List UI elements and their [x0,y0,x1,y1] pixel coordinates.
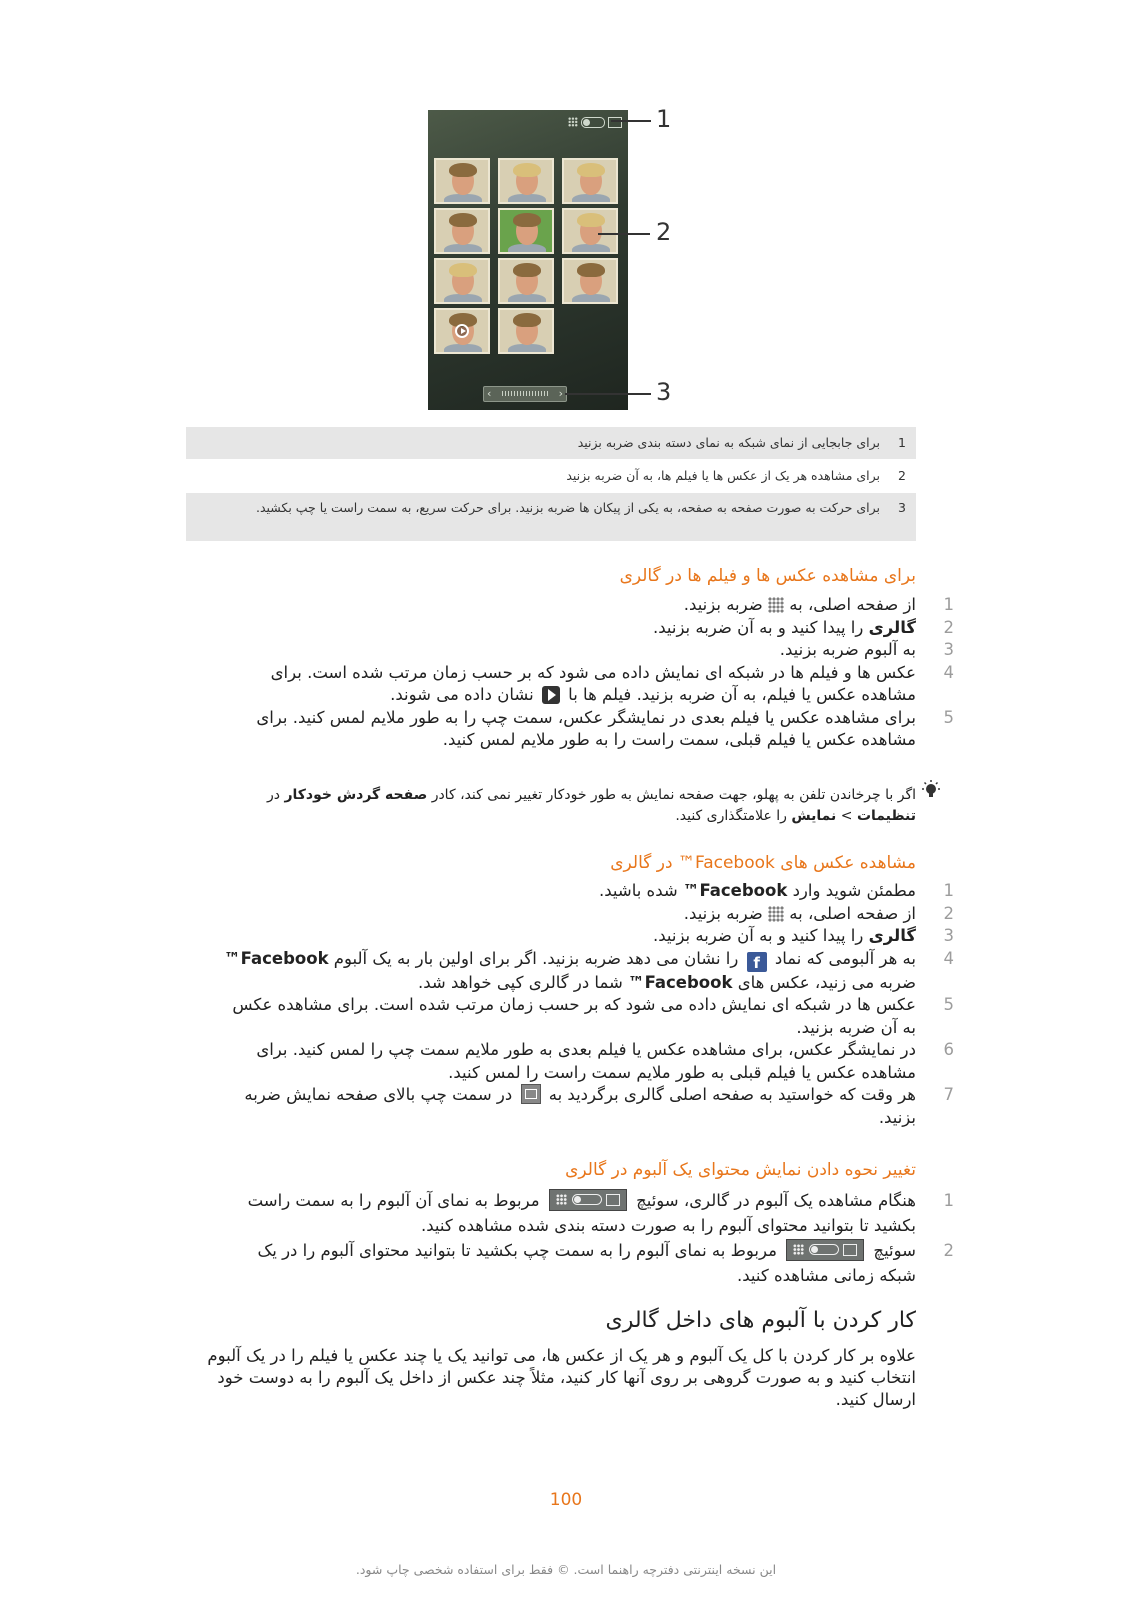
legend-row [186,493,916,541]
steps-list [216,594,954,752]
step: 1 مطمئن شوید وارد Facebook™ شده باشید. [598,881,954,900]
category-view-icon [608,117,622,128]
callout-number: 1 [656,105,672,133]
gallery-home-icon [521,1084,541,1104]
timeline-scrollbar [483,386,567,402]
photo-thumbnail [434,158,490,204]
step: 1 از صفحه اصلی، به ضربه بزنید. [683,595,954,614]
callout-legend [186,427,916,541]
step: 2 سوئیچ مربوط به نمای آلبوم را به سمت چپ بکشید تا بتوانید محتوای آلبوم را در یک شبکه زمانی مشاهده کنید. [257,1241,954,1285]
apps-grid-icon [768,597,784,613]
view-switch-icon [786,1239,864,1261]
play-icon [542,686,560,704]
callout-line [611,120,651,122]
callout-number: 3 [656,378,672,406]
legend-number: 1 [898,435,906,450]
steps-list [216,1188,954,1288]
callout-number: 2 [656,218,672,246]
body-paragraph: علاوه بر کار کردن با کل یک آلبوم و هر یک از عکس ها، می توانید یک یا چند عکس یا فیلم را در یک آلبوم انتخاب کنید و به صورت گروهی بر روی آنها کار کنید، مثلاً چند عکس از داخل یک آلبوم را به دوست خود ارسال کنید. [207,1346,916,1409]
legend-number: 2 [898,468,906,483]
step: 4 به هر آلبومی که نماد f را نشان می دهد ضربه بزنید. اگر برای اولین بار به یک آلبوم Facebook™ ضربه می زنید، عکس های Facebook™ شما در گالری کپی خواهد شد. [224,948,954,992]
facebook-icon: f [747,952,767,972]
toggle-switch-icon [581,117,605,128]
chevron-left-icon: ‹ [487,387,492,400]
view-switch-icon [549,1189,627,1211]
section-heading: تغییر نحوه دادن نمایش محتوای یک آلبوم در گالری [565,1160,916,1180]
step: 5 عکس ها در شبکه ای نمایش داده می شود که بر حسب زمان مرتب شده است. برای مشاهده عکس به آن ضربه بزنید. [232,995,954,1037]
photo-thumbnail [498,158,554,204]
video-thumbnail [434,308,490,354]
steps-list [216,880,954,1129]
callout-line [565,393,651,395]
photo-thumbnail [562,208,618,254]
play-icon [455,324,469,338]
photo-thumbnail [498,258,554,304]
step: 5 برای مشاهده عکس یا فیلم بعدی در نمایشگر عکس، سمت چپ را به طور ملایم لمس کنید. برای مشاهده عکس یا فیلم قبلی، سمت راست را به طور ملایم لمس کنید. [256,707,954,749]
legend-text: برای حرکت به صورت صفحه به صفحه، به یکی از پیکان ها ضربه بزنید. برای حرکت سریع، به سمت راست یا چپ بکشید. [255,500,880,515]
gallery-screenshot [428,110,628,410]
photo-thumbnail [434,258,490,304]
legend-text: برای مشاهده هر یک از عکس ها یا فیلم ها، به آن ضربه بزنید [566,468,880,483]
step: 2 گالری را پیدا کنید و به آن ضربه بزنید. [652,617,954,637]
photo-thumbnail [562,258,618,304]
section-heading: مشاهده عکس های Facebook™ در گالری [610,853,916,873]
photo-thumbnail [498,308,554,354]
lightbulb-icon [920,779,942,801]
callout-line [598,233,650,235]
section-heading: کار کردن با آلبوم های داخل گالری [605,1308,916,1333]
step: 7 هر وقت که خواستید به صفحه اصلی گالری برگردید به در سمت چپ بالای صفحه نمایش ضربه بزنید. [244,1085,954,1127]
grid-view-icon [568,117,578,127]
photo-thumbnail [498,208,554,254]
step: 4 عکس ها و فیلم ها در شبکه ای نمایش داده می شود که بر حسب زمان مرتب شده است. برای مشاهده عکس یا فیلم، به آن ضربه بزنید. فیلم ها با نشان داده می شوند. [270,662,954,704]
step: 3 گالری را پیدا کنید و به آن ضربه بزنید. [652,926,954,945]
chevron-right-icon: › [558,387,563,400]
apps-grid-icon [768,906,784,922]
tip-text: اگر با چرخاندن تلفن به پهلو، جهت صفحه نمایش به طور خودکار تغییر نمی کند، کادر صفحه گردش خودکار در تنظیمات > نمایش را علامتگذاری کنید. [266,787,916,824]
step: 6 در نمایشگر عکس، برای مشاهده عکس یا فیلم بعدی به طور ملایم سمت چپ را لمس کنید. برای مشاهده عکس یا فیلم قبلی به طور ملایم سمت راست را لمس کنید. [256,1040,954,1082]
photo-thumbnail [434,208,490,254]
legend-row [186,459,916,493]
step: 2 از صفحه اصلی، به ضربه بزنید. [683,903,954,923]
legend-number: 3 [898,500,906,515]
footer-note: این نسخه اینترنتی دفترچه راهنما است. © فقط برای استفاده شخصی چاپ شود. [355,1562,777,1577]
view-switch [568,115,622,129]
legend-text: برای جابجایی از نمای شبکه به نمای دسته بندی ضربه بزنید [577,435,880,450]
legend-row [186,427,916,459]
step: 1 هنگام مشاهده یک آلبوم در گالری، سوئیچ مربوط به نمای آن آلبوم را به سمت راست بکشید تا بتوانید محتوای آلبوم را به صورت دسته بندی شده مشاهده کنید. [247,1191,954,1235]
photo-thumbnail [562,158,618,204]
section-heading: برای مشاهده عکس ها و فیلم ها در گالری [619,566,916,586]
step: 3 به آلبوم ضربه بزنید. [779,640,954,659]
page-number: 100 [549,1490,583,1510]
